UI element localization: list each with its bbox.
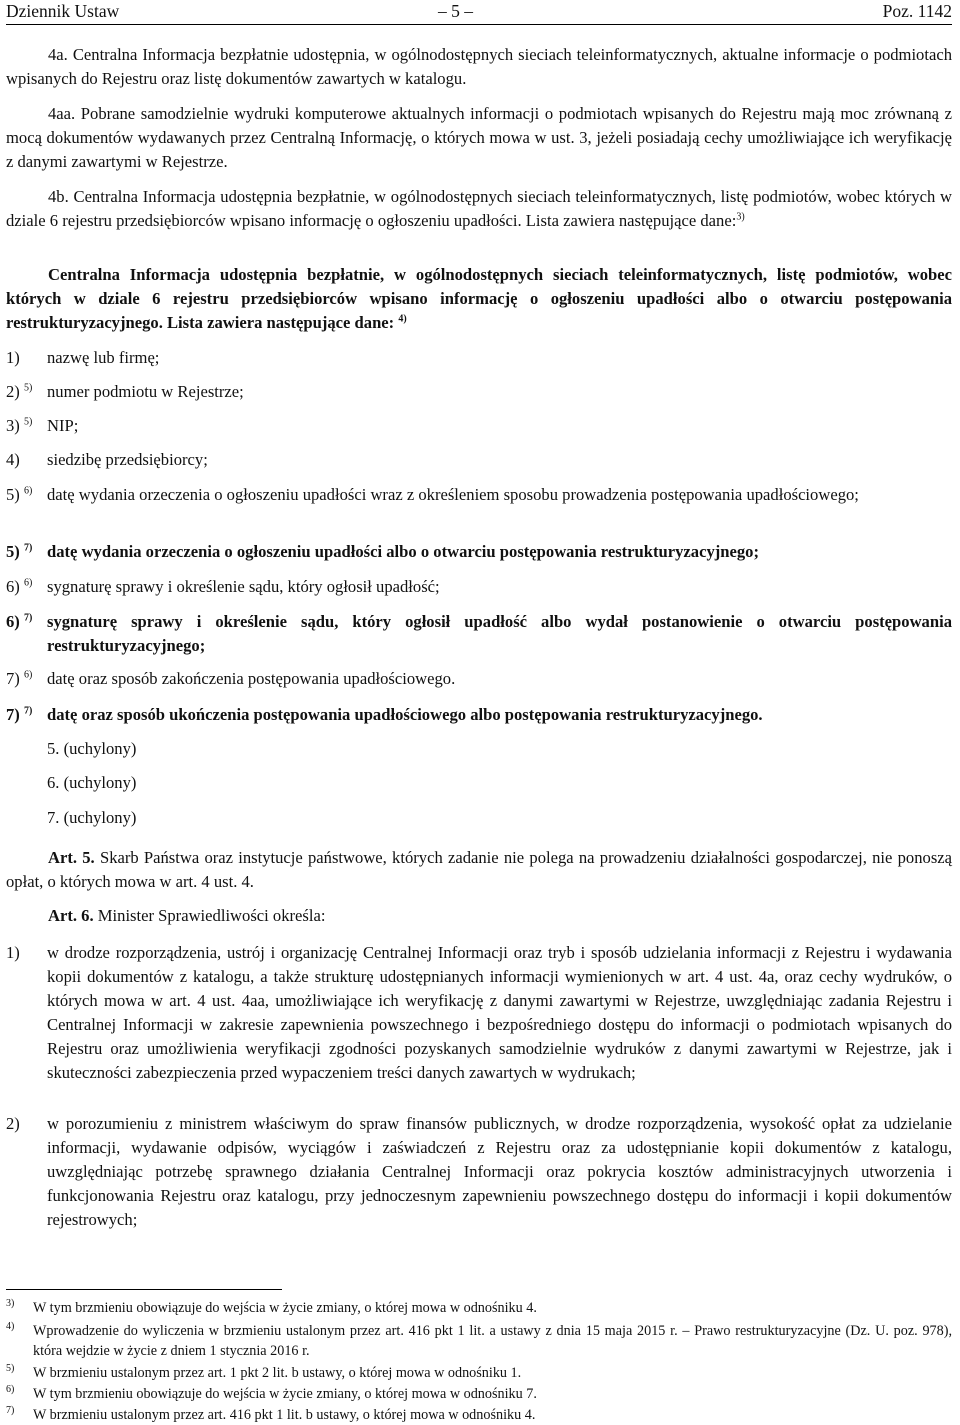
footnote-ref: 4) xyxy=(398,313,407,325)
list-item-text: sygnaturę sprawy i określenie sądu, który ogłosił upadłość; xyxy=(47,577,440,596)
footnote-number: 6) xyxy=(6,1384,15,1395)
list-item-text: siedzibę przedsiębiorcy; xyxy=(47,450,208,469)
list-item xyxy=(6,380,952,404)
article-label: Art. 6. xyxy=(48,906,94,925)
article-6-item xyxy=(6,1112,952,1232)
list-item-text: datę oraz sposób zakończenia postępowania upadłościowego. xyxy=(47,669,456,688)
footnote xyxy=(6,1298,952,1318)
list-item-text: datę wydania orzeczenia o ogłoszeniu upadłości albo o otwarciu postępowania restrukturyzacyjnego; xyxy=(47,542,759,561)
list-item-number: 4) xyxy=(6,450,20,469)
position-number: Poz. 1142 xyxy=(882,1,952,21)
list-item-text: datę oraz sposób ukończenia postępowania upadłościowego albo postępowania restrukturyzacyjnego. xyxy=(47,705,763,724)
paragraph-4b xyxy=(6,185,952,233)
paragraph-4b-amended xyxy=(6,263,952,335)
footnote-text: W tym brzmieniu obowiązuje do wejścia w życie zmiany, o której mowa w odnośniku 7. xyxy=(33,1386,537,1402)
footnote-number: 7) xyxy=(6,1405,15,1416)
article-5 xyxy=(6,846,952,894)
list-item-text: nazwę lub firmę; xyxy=(47,348,160,367)
footnote-number: 5) xyxy=(6,1363,15,1374)
list-item xyxy=(6,448,952,472)
list-item-number: 5) $^{6)}$ xyxy=(6,485,33,504)
list-item-text: datę wydania orzeczenia o ogłoszeniu upadłości wraz z określeniem sposobu prowadzenia postępowania upadłościowego; xyxy=(47,485,859,504)
article-5-text: Skarb Państwa oraz instytucje państwowe, których zadanie nie polega na prowadzeniu działalności gospodarczej, nie ponoszą opłat, o których mowa w art. 4 ust. 4. xyxy=(6,848,953,891)
list-item xyxy=(6,483,952,507)
list-item xyxy=(6,414,952,438)
list-item xyxy=(6,703,952,727)
article-label: Art. 5. xyxy=(48,848,95,867)
article-6-item xyxy=(6,941,952,1085)
list-item-text: numer podmiotu w Rejestrze; xyxy=(47,382,244,401)
page-number: – 5 – xyxy=(438,1,473,21)
list-item-text: w drodze rozporządzenia, ustrój i organizację Centralnej Informacji oraz tryb i sposób udzielania informacji z Rejestru i wydawania kopii dokumentów z katalogu, a także strukturę udostępnianych informacji wymienionych w art. 4 ust. 4a, oraz cechy wydruków, o których mowa w art. 4 ust. 4aa, umożliwiające ich weryfikację z danymi zawartymi w Rejestrze, uwzględniając zadania Rejestru i Centralnej Informacji w zakresie zapewnienia powszechnego i bezpośredniego dostępu do informacji o podmiotach wpisanych do Rejestru oraz umożliwienia weryfikacji zgodności pozyskanych samodzielnie wydruków z danymi zawartymi w Rejestrze, jak i skuteczności zabezpieczenia przed wypaczeniem treści danych zawartych w wydrukach; xyxy=(47,943,952,1082)
footnote-ref: 3) xyxy=(736,211,745,223)
footnote-text: Wprowadzenie do wyliczenia w brzmieniu ustalonym przez art. 416 pkt 1 lit. a ustawy z dnia 15 maja 2015 r. – Prawo restrukturyzacyjne (Dz. U. poz. 978), która wejdzie w życie z dniem 1 stycznia 2016 r. xyxy=(33,1323,952,1359)
list-item xyxy=(6,575,952,599)
list-item-number: 2) $^{5)}$ xyxy=(6,382,33,401)
journal-title: Dziennik Ustaw xyxy=(6,1,120,21)
paragraph-4b-amended-text: Centralna Informacja udostępnia bezpłatnie, w ogólnodostępnych sieciach teleinformatycznych, listę podmiotów, wobec których w dziale 6 rejestru przedsiębiorców wpisano informację o ogłoszeniu upadłości albo o otwarciu postępowania restrukturyzacyjnego. Lista zawiera następujące dane: xyxy=(6,265,952,332)
footnote-text: W tym brzmieniu obowiązuje do wejścia w życie zmiany, o której mowa w odnośniku 4. xyxy=(33,1300,537,1316)
list-item-number: 2) xyxy=(6,1114,20,1133)
list-item xyxy=(6,667,952,691)
list-item xyxy=(6,540,952,564)
list-item-text: sygnaturę sprawy i określenie sądu, który ogłosił upadłość albo wydał postanowienie o otwarciu postępowania restrukturyzacyjnego; xyxy=(47,612,952,655)
footnote-text: W brzmieniu ustalonym przez art. 1 pkt 2 lit. b ustawy, o której mowa w odnośniku 1. xyxy=(33,1365,522,1381)
list-item-number: 6) $^{6)}$ xyxy=(6,577,33,596)
footnote-number: 4) xyxy=(6,1321,15,1332)
list-item-number: 1) xyxy=(6,348,20,367)
footnote xyxy=(6,1321,952,1361)
footnote-divider xyxy=(6,1289,282,1290)
footnote xyxy=(6,1405,952,1425)
paragraph-4b-text: 4b. Centralna Informacja udostępnia bezpłatnie, w ogólnodostępnych sieciach teleinformatycznych, listę podmiotów, wobec których w dziale 6 rejestru przedsiębiorców wpisano informację o ogłoszeniu upadłości. Lista zawiera następujące dane: xyxy=(6,187,952,230)
list-item-number: 7) $^{7)}$ xyxy=(6,705,33,724)
footnote-number: 3) xyxy=(6,1298,15,1309)
list-item xyxy=(6,346,952,370)
repealed-item: 6. (uchylony) xyxy=(47,773,137,792)
list-item xyxy=(6,610,952,658)
page-header xyxy=(6,0,952,25)
article-6-intro-text: Minister Sprawiedliwości określa: xyxy=(97,906,326,925)
list-item-text: w porozumieniu z ministrem właściwym do spraw finansów publicznych, w drodze rozporządzenia, wysokość opłat za udzielanie informacji, wydawanie odpisów, wyciągów i zaświadczeń z Rejestru oraz za udostępnianie kopii dokumentów z katalogu, uwzględniając potrzebę sprawnego działania Centralnej Informacji oraz pokrycia kosztów administracyjnych utworzenia i funkcjonowania Rejestru oraz katalogu, przy jednoczesnym zapewnieniu powszechnego dostępu do informacji i kopii dokumentów rejestrowych; xyxy=(47,1114,952,1229)
list-item-text: NIP; xyxy=(47,416,79,435)
repealed-item: 7. (uchylony) xyxy=(47,808,137,827)
list-item-number: 7) $^{6)}$ xyxy=(6,669,33,688)
list-item-number: 5) $^{7)}$ xyxy=(6,542,33,561)
list-item-number: 6) $^{7)}$ xyxy=(6,612,33,631)
list-item-number: 3) $^{5)}$ xyxy=(6,416,33,435)
footnote xyxy=(6,1363,952,1383)
article-6-intro xyxy=(6,904,952,928)
paragraph-4aa: 4aa. Pobrane samodzielnie wydruki komputerowe aktualnych informacji o podmiotach wpisanych do Rejestru mają moc zrównaną z mocą dokumentów wydawanych przez Centralną Informację, o których mowa w ust. 3, jeżeli posiadają cechy umożliwiające ich weryfikację z danymi zawartymi w Rejestrze. xyxy=(6,104,952,171)
paragraph-4a: 4a. Centralna Informacja bezpłatnie udostępnia, w ogólnodostępnych sieciach teleinformatycznych, aktualne informacje o podmiotach wpisanych do Rejestru oraz listę dokumentów zawartych w katalogu. xyxy=(6,45,952,88)
repealed-item: 5. (uchylony) xyxy=(47,739,137,758)
list-item-number: 1) xyxy=(6,943,20,962)
footnote xyxy=(6,1384,952,1404)
footnote-text: W brzmieniu ustalonym przez art. 416 pkt 1 lit. b ustawy, o której mowa w odnośniku 4. xyxy=(33,1407,536,1423)
